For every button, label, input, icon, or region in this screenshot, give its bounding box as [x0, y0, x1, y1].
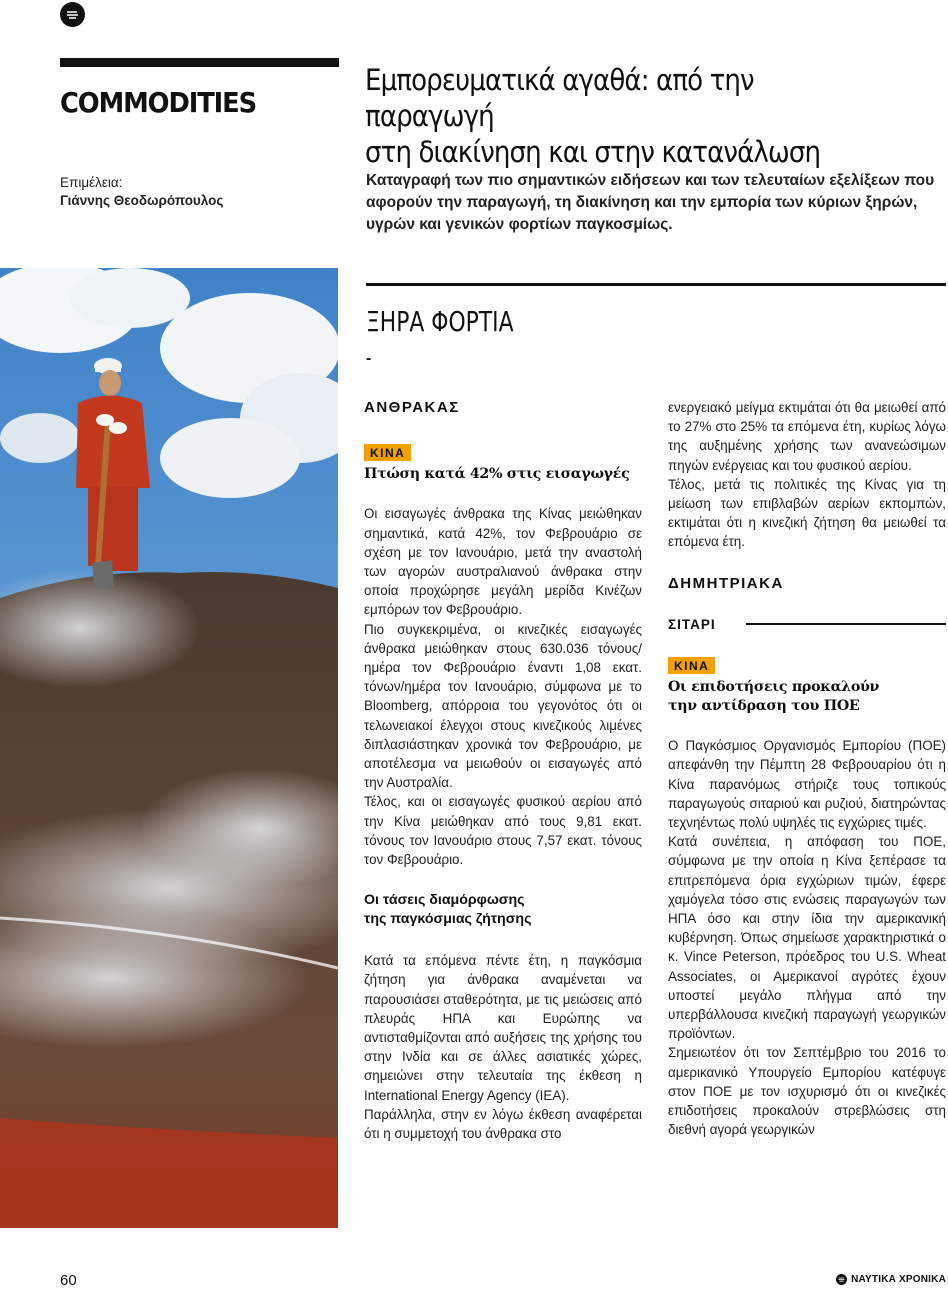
coal-headline: Πτώση κατά 42% στις εισαγωγές [364, 466, 630, 483]
section-title: COMMODITIES [60, 86, 257, 119]
section-dash: - [366, 350, 372, 367]
brand-footer [836, 1274, 946, 1285]
dry-cargo-title: ΞΗΡΑ ΦΟΡΤΙΑ [366, 305, 514, 338]
headline-line-2: στη διακίνηση και στην κατανάλωση [365, 135, 821, 169]
page-headline [365, 62, 869, 170]
coal-paragraph-2: Πιο συγκεκριμένα, οι κινεζικές εισαγωγές άνθρακα μειώθηκαν στους 630.036 τόνους/ημέρα τον Φεβρουάριο έναντι 1,08 εκατ. τόνων/ημέρα τον Ιανουάριο, σύμφωνα με το Bloomberg, απόρροια του γεγονότος ότι οι τελωνειακοί έλεγχοι στους κινεζικούς λιμένες διπλασιάστηκαν χρονικά τον Φεβρουάριο, με αποτέλεσμα να μειωθούν οι εισαγωγές από την Αυστραλία. [364, 621, 642, 791]
coal-paragraph-6: Τέλος, μετά τις πολιτικές της Κίνας για τη μείωση των επιβλαβών αερίων εκπομπών, εκτιμάται ότι η κινεζική ζήτηση θα μειωθεί τα επόμενα έτη. [668, 476, 946, 550]
brand-logo-icon [836, 1274, 847, 1285]
coal-paragraph-1: Οι εισαγωγές άνθρακα της Κίνας μειώθηκαν σημαντικά, κατά 42%, τον Φεβρουάριο σε σχέση με τον Ιανουάριο, μετά την αναστολή των αγορών αυστραλιανού άνθρακα στην οποία προχώρησε μεγάλη μερίδα Κινέζων εμπόρων τον Φεβρουάριο. [364, 506, 642, 618]
coal-headline-2-line-1: Οι τάσεις διαμόρφωσης [364, 892, 525, 909]
editor-name: Γιάννης Θεοδωρόπουλος [60, 193, 224, 208]
section-rule [366, 283, 946, 286]
coal-paragraph-5-continued: ενεργειακό μείγμα εκτιμάται ότι θα μειωθεί από το 27% στο 25% τα επόμενα έτη, κυρίως λόγω της αυξημένης χρήσης των ανανεώσιμων πηγών ενέργειας και του φυσικού αερίου. [668, 400, 946, 473]
magazine-logo-icon [60, 2, 85, 27]
grains-category: ΔΗΜΗΤΡΙΑΚΑ [668, 574, 784, 592]
brand-name: ΝΑΥΤΙΚΑ ΧΡΟΝΙΚΑ [851, 1274, 946, 1285]
coal-headline-2-line-2: της παγκόσμιας ζήτησης [364, 911, 532, 928]
coal-paragraph-4: Κατά τα επόμενα πέντε έτη, η παγκόσμια ζήτηση για άνθρακα αναμένεται να παρουσιάσει σταθερότητα, με τις μειώσεις από πλευράς ΗΠΑ και Ευρώπης να αντισταθμίζονται από αυξήσεις της χρήσης του στην Ινδία και σε άλλες ασιατικές χώρες, σημειώνει στην τελευταία της έκθεση η International Energy Agency (IEA). [364, 953, 642, 1103]
coal-paragraph-3: Τέλος, και οι εισαγωγές φυσικού αερίου από την Κίνα μειώθηκαν από τους 9,81 εκατ. τόνους τον Ιανουάριο στους 7,57 εκατ. τόνους τον Φεβρουάριο. [364, 794, 642, 868]
coal-worker-photo [0, 268, 338, 1228]
grains-paragraph-2: Κατά συνέπεια, η απόφαση του ΠΟΕ, σύμφωνα με την οποία η Κίνα ξεπέρασε τα επιτρεπόμενα όρια εγχώριων τιμών, έφερε χαμόγελα τόσο στις ενώσεις παραγωγών των ΗΠΑ όσο και στην ίδια την αμερικανική κυβέρνηση. Όπως σημείωσε χαρακτηριστικά ο κ. Vince Peterson, πρόεδρος του U.S. Wheat Associates, οι Αμερικανοί αγρότες έχουν υποστεί μεγάλο πλήγμα από την υπερβάλλουσα κινεζική παραγωγή γεωργικών προϊόντων. [668, 834, 946, 1042]
grains-paragraph-1: Ο Παγκόσμιος Οργανισμός Εμπορίου (ΠΟΕ) απεφάνθη την Πέμπτη 28 Φεβρουαρίου ότι η Κίνα παρανόμως στήριζε τους τοπικούς παραγωγούς σιταριού και ρυζιού, διατηρώντας τεχνηέντως πολύ υψηλές τις εγχώριες τιμές. [668, 738, 946, 831]
page-number: 60 [60, 1272, 77, 1289]
grains-region-badge: ΚΙΝΑ [668, 657, 715, 674]
column-middle [364, 398, 642, 1143]
section-bar [60, 58, 339, 67]
grains-paragraph-3: Σημειωτέον ότι τον Σεπτέμβριο του 2016 το αμερικανικό Υπουργείο Εμπορίου κατέφυγε στον ΠΟΕ με τον ισχυρισμό ότι οι κινεζικές επιδοτήσεις προκαλούν στρεβλώσεις στη διεθνή αγορά γεωργικών [668, 1045, 946, 1138]
coal-category: ΑΝΘΡΑΚΑΣ [364, 399, 460, 416]
coal-region-badge: ΚΙΝΑ [364, 444, 411, 461]
intro-text: Καταγραφή των πιο σημαντικών ειδήσεων και των τελευταίων εξελίξεων που αφορούν την παραγωγή, τη διακίνηση και την εμπορία των κύριων ξηρών, υγρών και γενικών φορτίων παγκοσμίως. [366, 172, 935, 233]
wheat-subcategory [668, 615, 946, 634]
grains-headline-line-1: Οι επιδοτήσεις προκαλούν [668, 679, 880, 696]
column-right [668, 398, 946, 1140]
headline-line-1: Εμπορευματικά αγαθά: από την παραγωγή [365, 63, 754, 133]
coal-paragraph-5: Παράλληλα, στην εν λόγω έκθεση αναφέρεται ότι η συμμετοχή του άνθρακα στο [364, 1106, 642, 1142]
wheat-subcategory-rule [746, 623, 946, 625]
editor-label: Επιμέλεια: [60, 175, 123, 190]
wheat-subcategory-label: ΣΙΤΑΡΙ [668, 616, 716, 632]
grains-headline-line-2: την αντίδραση του ΠΟΕ [668, 698, 860, 715]
